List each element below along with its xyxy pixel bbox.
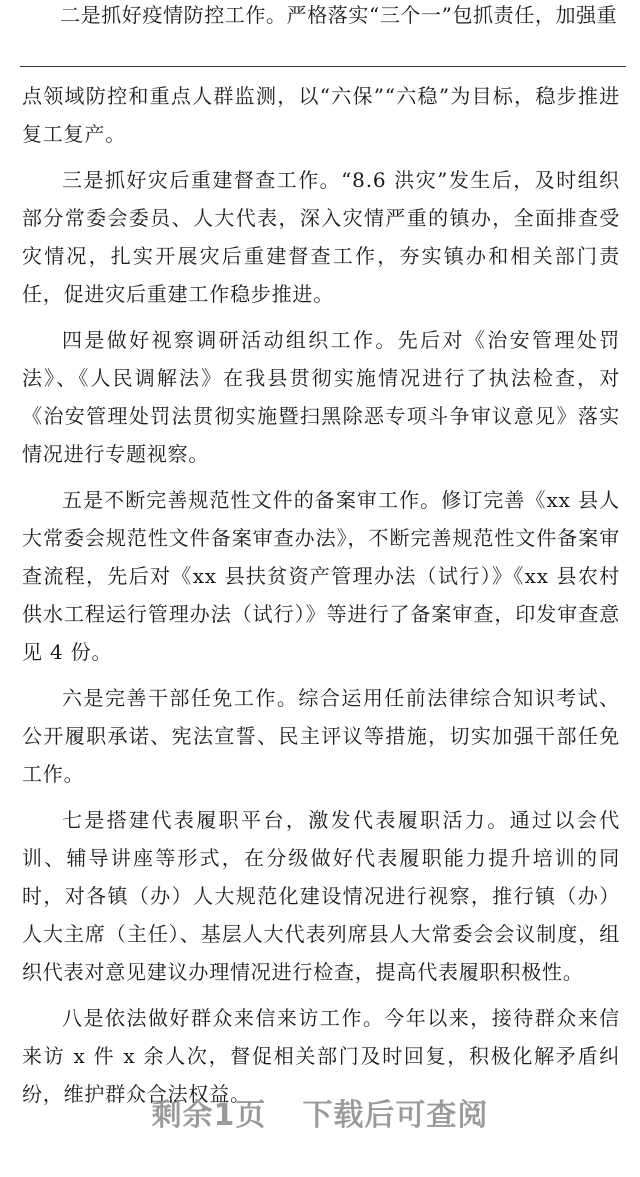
previous-page-last-line: 二是抓好疫情防控工作。严格落实“三个一”包抓责任，加强重 [60, 3, 618, 27]
download-to-view-label: 下载后可查阅 [302, 1098, 489, 1133]
paragraph-petitions: 八是依法做好群众来信来访工作。今年以来，接待群众来信来访 x 件 x 余人次，督促相关部门及时回复，积极化解矛盾纠纷，维护群众合法权益。 [22, 1006, 620, 1106]
paragraph-disaster-reconstruction: 三是抓好灾后重建督查工作。“8.6 洪灾”发生后，及时组织部分常委会委员、人大代表，深入灾情严重的镇办，全面排查受灾情况，扎实开展灾后重建督查工作，夯实镇办和相关部门责任，促进灾后重建工作稳步推进。 [22, 168, 620, 306]
document-body [22, 77, 620, 1113]
paragraph-inspection-research: 四是做好视察调研活动组织工作。先后对《治安管理处罚法》、《人民调解法》在我县贯彻实施情况进行了执法检查，对《治安管理处罚法贯彻实施暨扫黑除恶专项斗争审议意见》落实情况进行专题视察。 [22, 328, 620, 466]
paragraph-deputy-platform: 七是搭建代表履职平台，激发代表履职活力。通过以会代训、辅导讲座等形式，在分级做好代表履职能力提升培训的同时，对各镇（办）人大规范化建设情况进行视察，推行镇（办）人大主席（主任）、基层人大代表列席县人大常委会会议制度，组织代表对意见建议办理情况进行检查，提高代表履职积极性。 [22, 808, 620, 984]
paragraph-normative-documents: 五是不断完善规范性文件的备案审工作。修订完善《xx 县人大常委会规范性文件备案审查办法》，不断完善规范性文件备案审查流程，先后对《xx 县扶贫资产管理办法（试行）》《xx 县农村供水工程运行管理办法（试行）》等进行了备案审查，印发审查意见 4 份。 [22, 488, 620, 664]
paragraph-cadre-appointment: 六是完善干部任免工作。综合运用任前法律综合知识考试、公开履职承诺、宪法宣誓、民主评议等措施，切实加强干部任免工作。 [22, 686, 620, 786]
paragraph-continuation: 点领域防控和重点人群监测，以“六保”“六稳”为目标，稳步推进复工复产。 [22, 84, 620, 146]
download-prompt[interactable] [0, 1090, 640, 1134]
page-break-divider [20, 66, 626, 67]
remaining-pages-label: 剩余1页 [151, 1098, 267, 1133]
